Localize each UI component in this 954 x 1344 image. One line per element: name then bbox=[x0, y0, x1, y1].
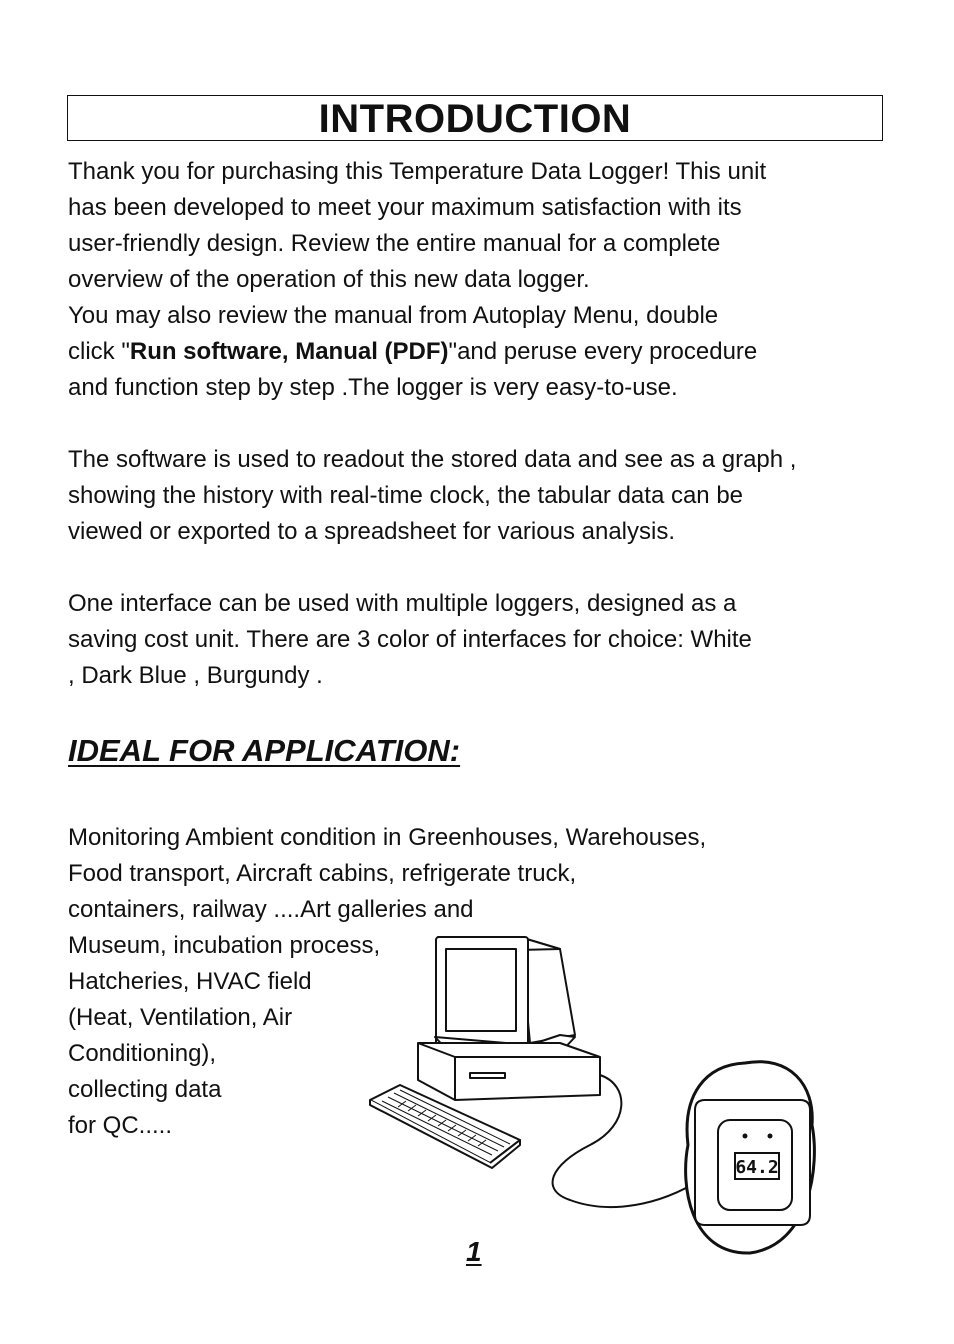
application-line: (Heat, Ventilation, Air bbox=[68, 1004, 293, 1031]
interface-line: One interface can be used with multiple loggers, designed as a bbox=[68, 590, 737, 617]
page-number: 1 bbox=[466, 1236, 482, 1267]
interface-line: , Dark Blue , Burgundy . bbox=[68, 662, 323, 689]
application-line: Conditioning), bbox=[68, 1040, 217, 1067]
floppy-slot bbox=[470, 1073, 505, 1078]
intro-line: user-friendly design. Review the entire manual for a complete bbox=[68, 230, 721, 257]
application-line: Hatcheries, HVAC field bbox=[68, 968, 312, 995]
intro-click-line bbox=[68, 334, 766, 370]
software-line: The software is used to readout the stored data and see as a graph , bbox=[68, 446, 797, 473]
logger-device bbox=[686, 1062, 815, 1253]
intro-line: Thank you for purchasing this Temperature Data Logger! This unit bbox=[68, 158, 767, 185]
run-software-label: Run software, Manual (PDF) bbox=[129, 338, 449, 365]
lcd-reading: 64.2 bbox=[735, 1157, 779, 1178]
software-line: showing the history with real-time clock, the tabular data can be bbox=[68, 482, 744, 509]
intro-line: You may also review the manual from Autoplay Menu, double bbox=[68, 302, 719, 329]
page-title: INTRODUCTION bbox=[318, 97, 632, 141]
software-paragraph bbox=[68, 442, 796, 550]
application-line: containers, railway ....Art galleries and bbox=[68, 896, 474, 923]
title-box bbox=[67, 95, 883, 141]
application-line: Monitoring Ambient condition in Greenhouses, Warehouses, bbox=[68, 824, 707, 851]
application-line: collecting data bbox=[68, 1076, 222, 1103]
click-suffix: "and peruse every procedure bbox=[448, 338, 758, 365]
application-line: Food transport, Aircraft cabins, refrigerate truck, bbox=[68, 860, 577, 887]
interface-paragraph bbox=[68, 586, 752, 694]
application-line: Museum, incubation process, bbox=[68, 932, 381, 959]
computer-logger-illustration bbox=[360, 925, 840, 1260]
software-line: viewed or exported to a spreadsheet for various analysis. bbox=[68, 518, 675, 545]
interface-line: saving cost unit. There are 3 color of interfaces for choice: White bbox=[68, 626, 752, 653]
click-prefix: click " bbox=[68, 338, 130, 365]
intro-line: overview of the operation of this new data logger. bbox=[68, 266, 590, 293]
cpu-box bbox=[418, 1043, 600, 1100]
intro-paragraph bbox=[68, 154, 766, 406]
application-line: for QC..... bbox=[68, 1112, 173, 1139]
intro-line: has been developed to meet your maximum satisfaction with its bbox=[68, 194, 742, 221]
intro-line: and function step by step .The logger is very easy-to-use. bbox=[68, 374, 678, 401]
monitor-screen bbox=[446, 949, 516, 1031]
application-heading: IDEAL FOR APPLICATION: bbox=[68, 733, 461, 768]
